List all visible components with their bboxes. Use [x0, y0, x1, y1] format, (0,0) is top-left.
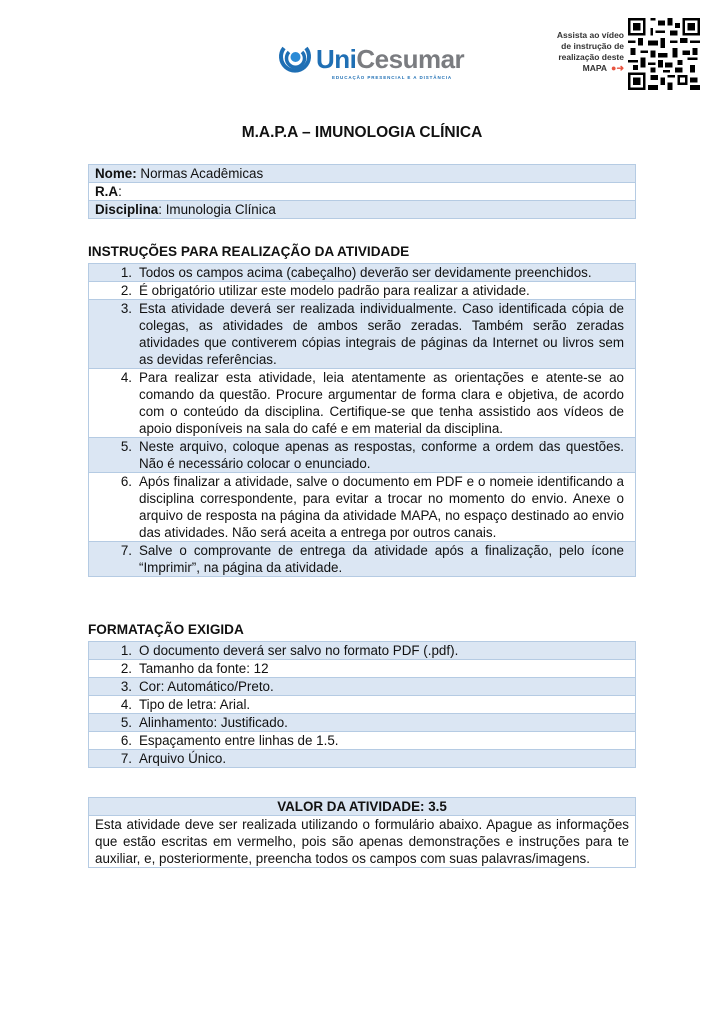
ra-value: :	[118, 184, 122, 199]
qr-caption	[540, 30, 624, 74]
item-text: Neste arquivo, coloque apenas as respostas, conforme a ordem das questões. Não é necessário colocar o enunciado.	[139, 439, 624, 471]
valor-body: Esta atividade deve ser realizada utilizando o formulário abaixo. Apague as informações que estão escritas em vermelho, pois são apenas demonstrações e instruções para te auxiliar, e, posteriormente, preencha todos os campos com suas palavras/imagens.	[89, 816, 636, 868]
item-text: Todos os campos acima (cabeçalho) deverão ser devidamente preenchidos.	[139, 265, 592, 280]
item-number: 7.	[120, 751, 132, 766]
formatting-item	[89, 696, 636, 714]
instruction-item	[89, 473, 636, 542]
item-text: Cor: Automático/Preto.	[139, 679, 274, 694]
disciplina-value: : Imunologia Clínica	[158, 202, 276, 217]
item-number: 5.	[120, 439, 132, 454]
formatting-item	[89, 714, 636, 732]
item-text: É obrigatório utilizar este modelo padrão para realizar a atividade.	[139, 283, 530, 298]
qr-caption-line: realização deste	[558, 52, 624, 62]
item-text: Esta atividade deverá ser realizada individualmente. Caso identificada cópia de colegas, as atividades de ambos serão zeradas. Também serão zeradas atividades que contiverem cópias integrais de páginas da Internet ou livros sem as devidas referências.	[139, 301, 624, 367]
item-number: 4.	[120, 697, 132, 712]
ra-row	[89, 183, 636, 201]
qr-caption-line: Assista ao vídeo	[556, 30, 624, 40]
item-number: 4.	[120, 370, 132, 385]
item-text: Tipo de letra: Arial.	[139, 697, 251, 712]
disciplina-label: Disciplina	[95, 202, 159, 217]
valor-body-row	[89, 816, 636, 868]
qr-code-icon[interactable]	[628, 18, 700, 90]
item-number: 1.	[120, 643, 132, 658]
formatting-item	[89, 750, 636, 768]
formatting-list	[88, 641, 636, 768]
item-text: Espaçamento entre linhas de 1.5.	[139, 733, 339, 748]
logo-word-uni: Uni	[316, 44, 357, 74]
instruction-item	[89, 542, 636, 577]
qr-caption-line: de instrução de	[561, 41, 624, 51]
disciplina-field[interactable]	[89, 201, 636, 219]
disciplina-row	[89, 201, 636, 219]
instructions-list	[88, 263, 636, 577]
instruction-item	[89, 438, 636, 473]
formatting-item	[89, 732, 636, 750]
page-header	[0, 0, 724, 110]
student-info-table	[88, 164, 636, 219]
nome-row	[89, 165, 636, 183]
ra-label: R.A	[95, 184, 119, 199]
arrow-right-icon: ●➜	[611, 63, 624, 73]
nome-value: Normas Acadêmicas	[136, 166, 264, 181]
item-text: Após finalizar a atividade, salve o documento em PDF e o nomeie identificando a disciplina correspondente, para evitar a trocar no momento do envio. Anexe o arquivo de resposta na página da atividade MAPA, no espaço destinado ao envio das atividades. Não será aceita a entrega por outros canais.	[139, 474, 624, 540]
valor-table	[88, 797, 636, 868]
formatting-item	[89, 642, 636, 660]
instructions-heading: INSTRUÇÕES PARA REALIZAÇÃO DA ATIVIDADE	[88, 244, 410, 259]
item-number: 5.	[120, 715, 132, 730]
logo-word-cesumar: Cesumar	[356, 44, 465, 74]
formatting-heading: FORMATAÇÃO EXIGIDA	[88, 622, 244, 637]
page-title: M.A.P.A – IMUNOLOGIA CLÍNICA	[241, 124, 483, 141]
instruction-item	[89, 369, 636, 438]
item-text: O documento deverá ser salvo no formato PDF (.pdf).	[139, 643, 459, 658]
formatting-item	[89, 678, 636, 696]
unicesumar-logo	[278, 44, 465, 84]
valor-header-row	[89, 798, 636, 816]
item-number: 3.	[120, 679, 132, 694]
logo-tagline: EDUCAÇÃO PRESENCIAL E A DISTÂNCIA	[332, 75, 453, 80]
item-number: 6.	[120, 474, 132, 489]
nome-label: Nome:	[95, 166, 137, 181]
instruction-item	[89, 300, 636, 369]
item-text: Para realizar esta atividade, leia atentamente as orientações e atente-se ao comando da questão. Procure argumentar de forma clara e objetiva, de acordo com o conteúdo da disciplina. Certifique-se que tenha assistido aos vídeos de apoio disponíveis na sala do café e em material da disciplina.	[139, 370, 624, 436]
valor-heading: VALOR DA ATIVIDADE: 3.5	[89, 798, 636, 816]
formatting-item	[89, 660, 636, 678]
instruction-item	[89, 264, 636, 282]
item-number: 2.	[120, 661, 132, 676]
item-text: Salve o comprovante de entrega da atividade após a finalização, pelo ícone “Imprimir”, na página da atividade.	[139, 543, 624, 575]
item-number: 3.	[120, 301, 132, 316]
ra-field[interactable]	[89, 183, 636, 201]
item-number: 2.	[120, 283, 132, 298]
qr-caption-line: MAPA	[582, 63, 608, 73]
item-text: Tamanho da fonte: 12	[139, 661, 269, 676]
item-number: 1.	[120, 265, 132, 280]
instruction-item	[89, 282, 636, 300]
logo-wordmark	[316, 43, 464, 75]
logo-mark-icon	[278, 44, 312, 76]
nome-field[interactable]	[89, 165, 636, 183]
item-number: 7.	[120, 543, 132, 558]
item-text: Arquivo Único.	[139, 751, 227, 766]
item-number: 6.	[120, 733, 132, 748]
item-text: Alinhamento: Justificado.	[139, 715, 288, 730]
